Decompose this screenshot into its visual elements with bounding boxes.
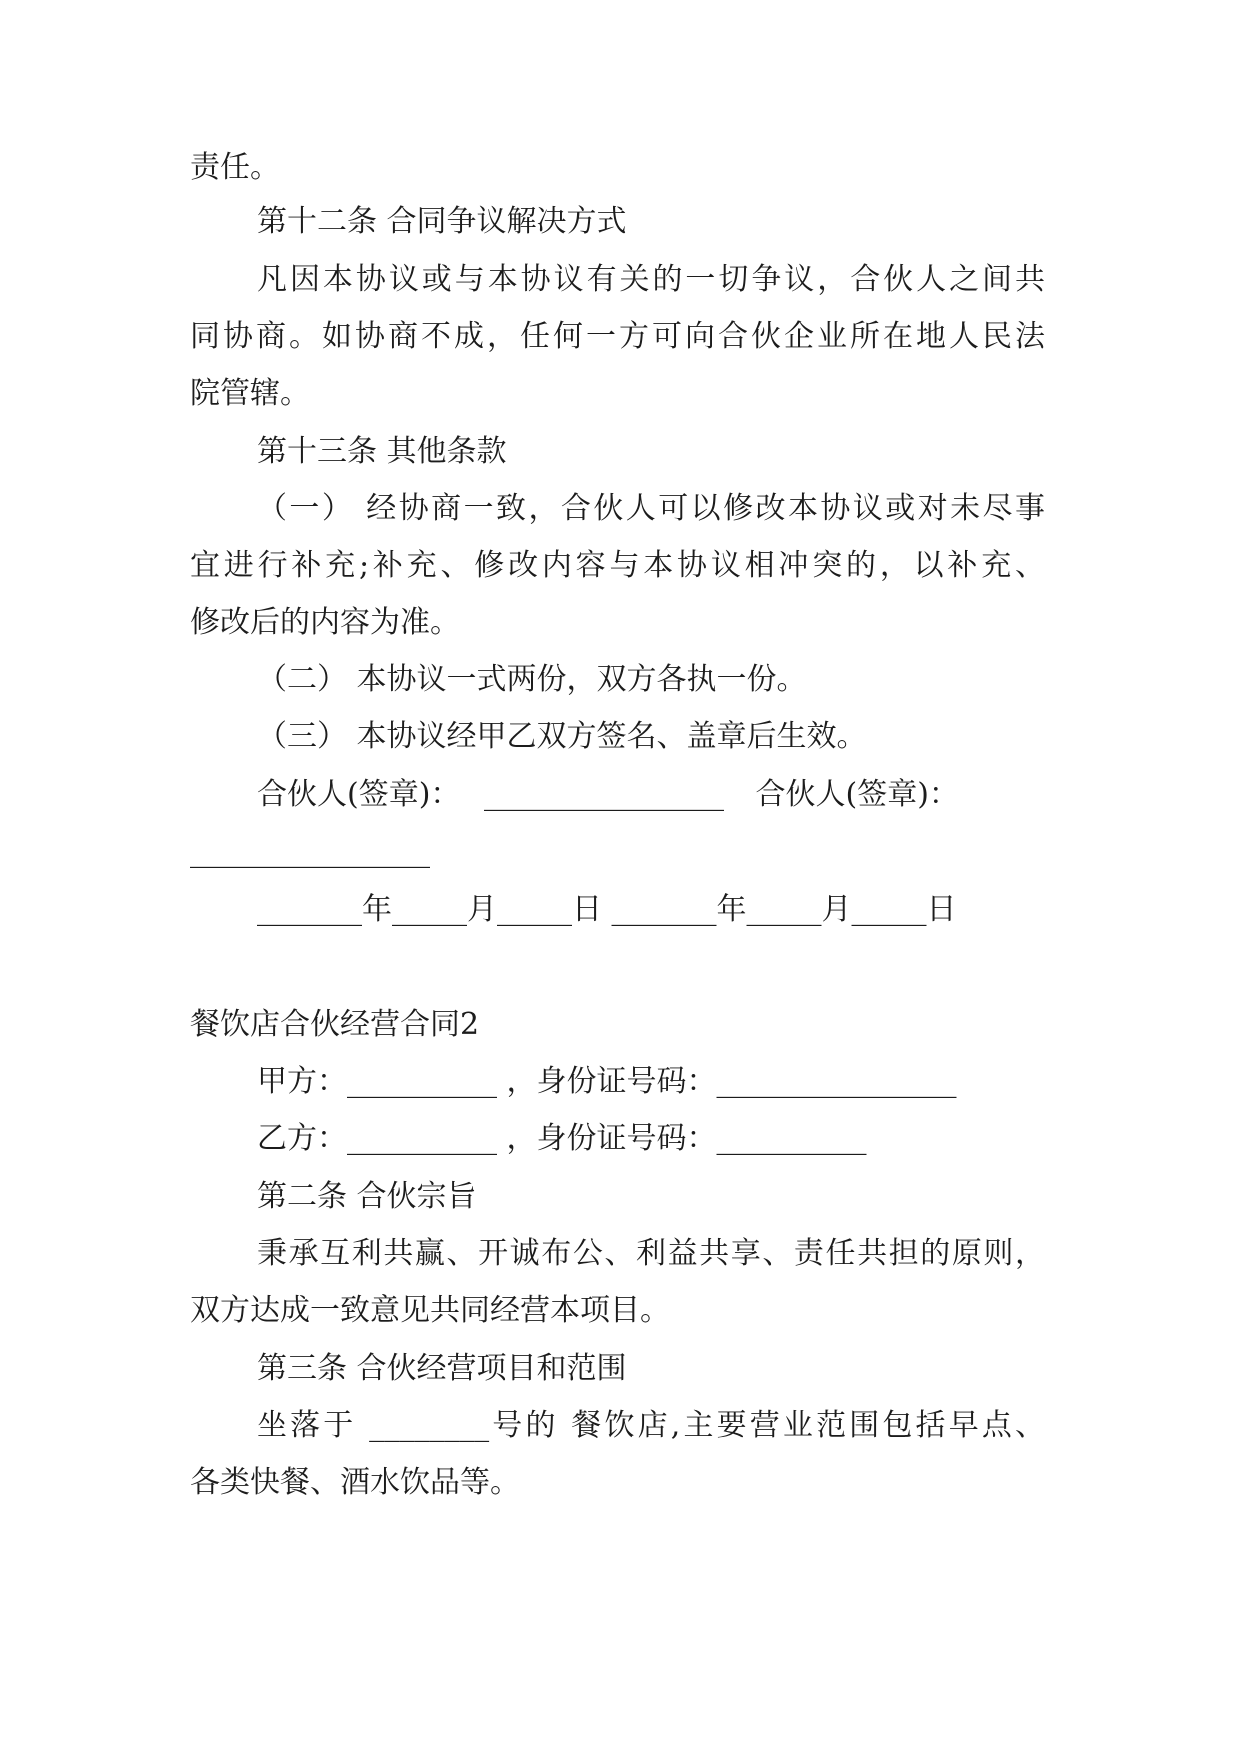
contract-2-title: 餐饮店合伙经营合同2 [190,1007,480,1042]
party-a-line: 甲方：__________ ，身份证号码：________________ [257,1064,957,1099]
signature-label-2: 合伙人(签章)： [755,777,959,812]
date-line: _______年_____月_____日 _______年_____月_____日 [257,892,957,927]
article-13-item-1-line-1: （一） 经协商一致，合伙人可以修改本协议或对未尽事 [257,491,1045,526]
responsibility-line: 责任。 [190,150,280,185]
article-2-body-line-1: 秉承互利共赢、开诚布公、利益共享、责任共担的原则， [257,1236,1045,1271]
article-13-heading: 第十三条 其他条款 [257,434,507,469]
article-12-heading: 第十二条 合同争议解决方式 [257,204,627,239]
article-12-body-line-2: 同协商。如协商不成，任何一方可向合伙企业所在地人民法 [190,319,1045,354]
article-3-body-line-1: 坐落于 ________号的 餐饮店,主要营业范围包括早点、 [257,1408,1045,1443]
article-13-item-1-line-3: 修改后的内容为准。 [190,605,460,640]
article-3-body-line-2: 各类快餐、酒水饮品等。 [190,1465,520,1500]
article-13-item-2: （二） 本协议一式两份，双方各执一份。 [257,662,807,697]
signature-blank-1: ________________ [483,777,724,812]
signature-label-1: 合伙人(签章)： [257,777,461,812]
article-13-item-3: （三） 本协议经甲乙双方签名、盖章后生效。 [257,719,867,754]
article-12-body-line-1: 凡因本协议或与本协议有关的一切争议，合伙人之间共 [257,262,1045,297]
article-13-item-1-line-2: 宜进行补充;补充、修改内容与本协议相冲突的，以补充、 [190,548,1045,583]
signature-row [257,775,959,815]
article-2-body-line-2: 双方达成一致意见共同经营本项目。 [190,1293,670,1328]
article-2-heading: 第二条 合伙宗旨 [257,1179,477,1214]
article-3-heading: 第三条 合伙经营项目和范围 [257,1351,627,1386]
party-b-line: 乙方：__________ ，身份证号码：__________ [257,1121,867,1156]
signature-blank-2: ________________ [190,834,430,869]
article-12-body-line-3: 院管辖。 [190,376,310,411]
